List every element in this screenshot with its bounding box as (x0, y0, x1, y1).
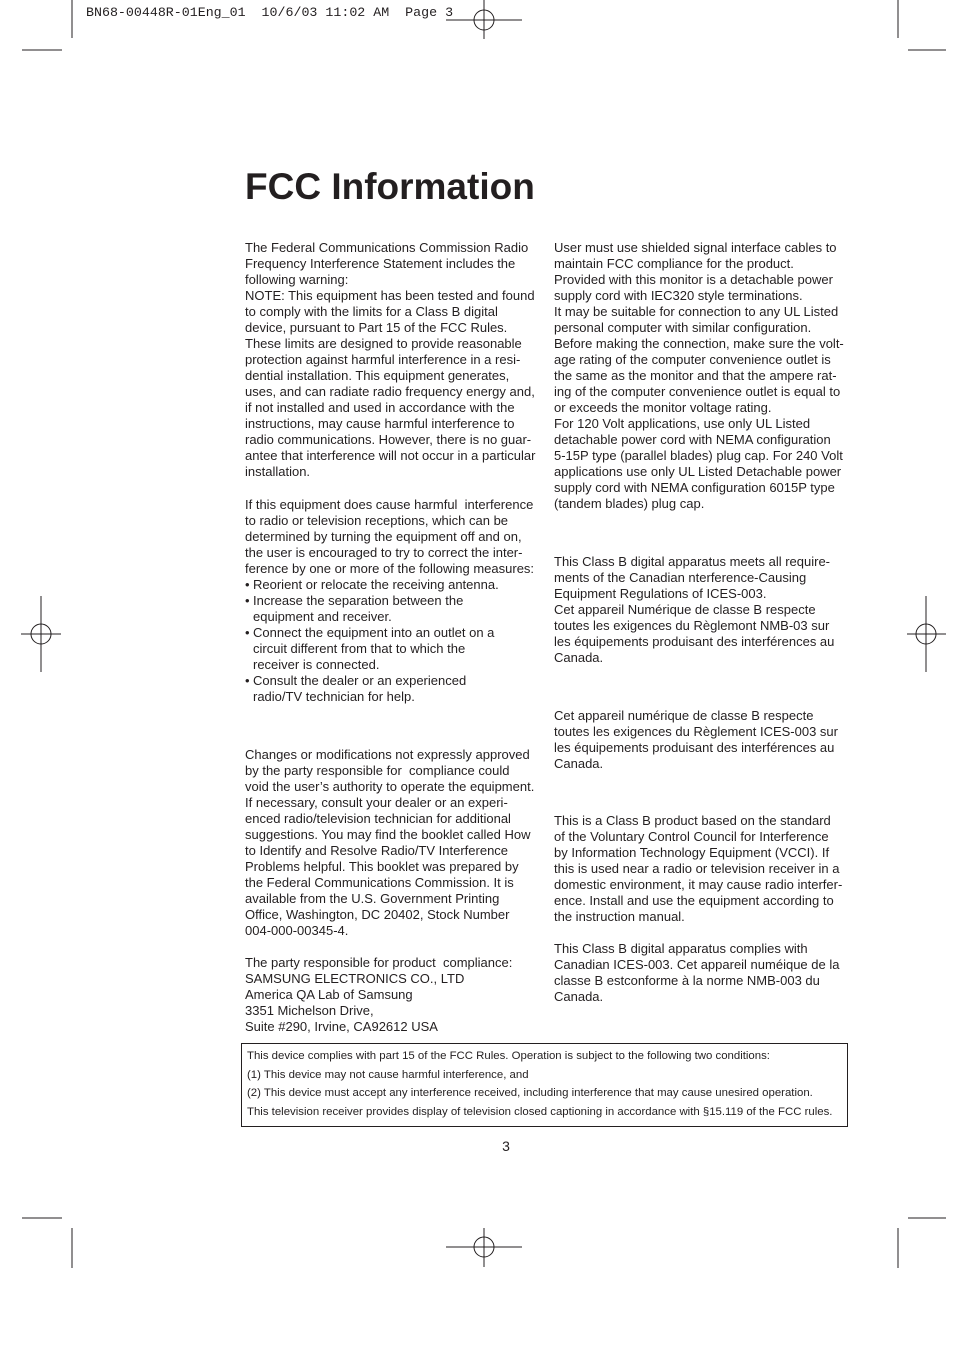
text-line: The party responsible for product compliance: (245, 955, 513, 970)
text-line: This is a Class B product based on the standard (554, 813, 831, 828)
responsible-party-paragraph (245, 955, 512, 1035)
crop-mark-bottom-right (898, 1218, 946, 1268)
bullet-line: • Reorient or relocate the receiving antenna. (253, 577, 499, 592)
page-title: FCC Information (245, 166, 535, 207)
text-line: or exceeds the monitor voltage rating. (554, 400, 772, 415)
text-line: the Federal Communications Commission. It is (245, 875, 514, 890)
text-line: For 120 Volt applications, use only UL Listed (554, 416, 811, 431)
ices-003-paragraph (554, 941, 839, 1005)
vcci-paragraph (554, 813, 842, 925)
text-line: les équipements produisant des interférences au (554, 634, 835, 649)
crop-mark-bottom-left (22, 1218, 72, 1268)
text-line: Changes or modifications not expressly approved (245, 747, 530, 762)
text-line: suggestions. You may find the booklet called How (245, 827, 531, 842)
text-line: protection against harmful interference in a resi- (245, 352, 521, 367)
text-line: Problems helpful. This booklet was prepared by (245, 859, 519, 874)
bullet-line: • Connect the equipment into an outlet on a (253, 625, 495, 640)
text-line: antee that interference will not occur in a particular (245, 448, 536, 463)
text-line: to Identify and Resolve Radio/TV Interference (245, 843, 509, 858)
text-line: of the Voluntary Control Council for Interference (554, 829, 829, 844)
text-line: 5-15P type (parallel blades) plug cap. For 240 Volt (554, 448, 843, 463)
text-line: The Federal Communications Commission Radio (245, 240, 529, 255)
registration-mark-top (446, 0, 522, 39)
text-line: this is used near a radio or television receiver in a (554, 861, 840, 876)
text-line: following warning: (245, 272, 349, 287)
bullet-item (245, 673, 534, 705)
text-line: If this equipment does cause harmful interference (245, 497, 534, 512)
text-line: to radio or television receptions, which can be (245, 513, 509, 528)
bullet-line: circuit different from that to which the (253, 641, 466, 656)
text-line: America QA Lab of Samsung (245, 987, 413, 1002)
text-line: by the party responsible for compliance could (245, 763, 510, 778)
text-line: available from the U.S. Government Printing (245, 891, 500, 906)
bullet-item (245, 593, 534, 625)
text-line: ments of the Canadian nterference-Causing (554, 570, 807, 585)
fcc-conditions-box (241, 1043, 848, 1127)
modifications-paragraph (245, 747, 534, 939)
text-line: 004-000-00345-4. (245, 923, 349, 938)
text-line: by Information Technology Equipment (VCCI). If (554, 845, 830, 860)
fcc-warning-paragraph (245, 240, 536, 480)
text-line: This Class B digital apparatus meets all require- (554, 554, 831, 569)
text-line: dential installation. This equipment generates, (245, 368, 510, 383)
crop-mark-top-left (22, 0, 72, 50)
registration-mark-right (907, 596, 946, 672)
bullet-line: • Increase the separation between the (253, 593, 464, 608)
bullet-item (245, 577, 534, 593)
text-line: device, pursuant to Part 15 of the FCC Rules. (245, 320, 508, 335)
text-line: If necessary, consult your dealer or an experi- (245, 795, 508, 810)
text-line: (2) This device must accept any interference received, including interference that may cause unesired operation. (247, 1087, 813, 1100)
text-line: (1) This device may not cause harmful interference, and (247, 1068, 529, 1081)
text-line: Office, Washington, DC 20402, Stock Number (245, 907, 510, 922)
text-line: supply cord with IEC320 style terminations. (554, 288, 803, 303)
text-line: supply cord with NEMA configuration 6015P type (554, 480, 835, 495)
text-line: User must use shielded signal interface cables to (554, 240, 837, 255)
bullet-line: radio/TV technician for help. (253, 689, 415, 704)
registration-mark-bottom (446, 1228, 522, 1267)
text-line: NOTE: This equipment has been tested and found (245, 288, 535, 303)
text-line: the instruction manual. (554, 909, 685, 924)
bullet-item (245, 625, 534, 673)
text-line: Equipment Regulations of ICES-003. (554, 586, 767, 601)
text-line: This television receiver provides display of television closed captioning in accordance with §15.119 of the FCC rules. (247, 1105, 833, 1118)
text-line: applications use only UL Listed Detachable power (554, 464, 842, 479)
text-line: radio communications. However, there is no guar- (245, 432, 532, 447)
text-line: Before making the connection, make sure the volt- (554, 336, 844, 351)
text-line: toutes les exigences du Règlemont NMB-03 sur (554, 618, 830, 633)
text-line: the same as the monitor and that the ampere rat- (554, 368, 837, 383)
text-line: Provided with this monitor is a detachable power (554, 272, 833, 287)
page-number: 3 (502, 1138, 510, 1154)
text-line: This device complies with part 15 of the FCC Rules. Operation is subject to the following two conditions: (247, 1050, 770, 1062)
text-line: Canada. (554, 650, 604, 665)
text-line: toutes les exigences du Règlement ICES-003 sur (554, 724, 838, 739)
print-slug: BN68-00448R-01Eng_01 10/6/03 11:02 AM Page 3 (86, 5, 454, 20)
text-line: maintain FCC compliance for the product. (554, 256, 794, 271)
text-line: the user is encouraged to try to correct the inter- (245, 545, 523, 560)
text-line: age rating of the computer convenience outlet is (554, 352, 831, 367)
text-line: installation. (245, 464, 311, 479)
crop-mark-top-right (898, 0, 946, 50)
text-line: personal computer with similar configuration. (554, 320, 812, 335)
bullet-line: receiver is connected. (253, 657, 380, 672)
bullet-line: • Consult the dealer or an experienced (253, 673, 467, 688)
bullet-line: equipment and receiver. (253, 609, 392, 624)
text-line: It may be suitable for connection to any UL Listed (554, 304, 839, 319)
text-line: if not installed and used in accordance with the (245, 400, 515, 415)
registration-mark-left (21, 596, 61, 672)
text-line: Cet appareil Numérique de classe B respecte (554, 602, 816, 617)
text-line: detachable power cord with NEMA configuration (554, 432, 831, 447)
text-line: determined by turning the equipment off and on, (245, 529, 522, 544)
text-line: Canada. (554, 989, 604, 1004)
text-line: ing of the computer convenience outlet is equal to (554, 384, 841, 399)
canadian-compliance-french-paragraph (554, 708, 838, 772)
text-line: SAMSUNG ELECTRONICS CO., LTD (245, 971, 465, 986)
text-line: les équipements produisant des interférences au (554, 740, 835, 755)
text-line: 3351 Michelson Drive, (245, 1003, 374, 1018)
text-line: instructions, may cause harmful interference to (245, 416, 515, 431)
text-line: Cet appareil numérique de classe B respecte (554, 708, 814, 723)
text-line: domestic environment, it may cause radio interfer- (554, 877, 843, 892)
text-line: to comply with the limits for a Class B digital (245, 304, 498, 319)
text-line: ence. Install and use the equipment according to (554, 893, 834, 908)
text-line: uses, and can radiate radio frequency energy and, (245, 384, 535, 399)
text-line: enced radio/television technician for additional (245, 811, 511, 826)
power-cord-paragraph (554, 240, 844, 512)
text-line: Suite #290, Irvine, CA92612 USA (245, 1019, 438, 1034)
text-line: Frequency Interference Statement includes the (245, 256, 516, 271)
text-line: void the user’s authority to operate the equipment. (245, 779, 535, 794)
text-line: classe B estconforme à la norme NMB-003 du (554, 973, 820, 988)
canadian-compliance-paragraph (554, 554, 834, 666)
text-line: Canadian ICES-003. Cet appareil numéique de la (554, 957, 840, 972)
text-line: (tandem blades) plug cap. (554, 496, 705, 511)
text-line: These limits are designed to provide reasonable (245, 336, 522, 351)
interference-measures-paragraph (245, 497, 534, 705)
text-line: Canada. (554, 756, 604, 771)
text-line: ference by one or more of the following measures: (245, 561, 535, 576)
text-line: This Class B digital apparatus complies with (554, 941, 808, 956)
